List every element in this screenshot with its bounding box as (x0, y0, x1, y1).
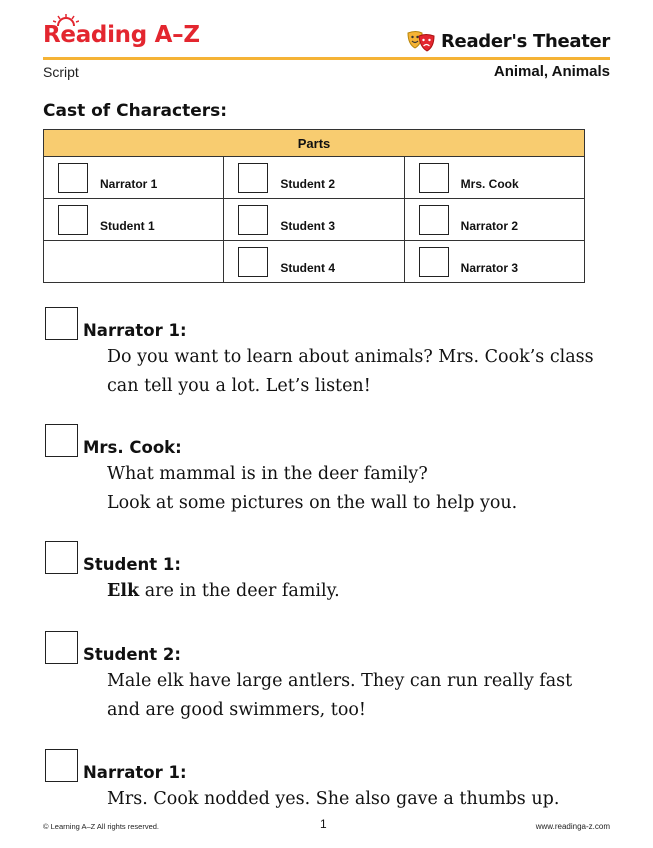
script-line (45, 424, 182, 457)
part-label: Student 4 (280, 260, 335, 275)
dialog-fragment: are in the deer family. (139, 581, 340, 601)
dialog-line: What mammal is in the deer family? (107, 464, 428, 484)
script-line (45, 749, 187, 782)
bold-word: Elk (107, 581, 140, 601)
dialog-line: Male elk have large antlers. They can run really fast (107, 671, 573, 691)
speaker-name: Student 2: (83, 645, 181, 664)
parts-header: Parts (44, 130, 585, 157)
part-label: Mrs. Cook (460, 176, 519, 191)
part-checkbox[interactable] (58, 205, 88, 235)
dialog-text (107, 785, 607, 814)
part-checkbox[interactable] (58, 163, 88, 193)
script-line (45, 307, 187, 340)
line-checkbox[interactable] (45, 307, 78, 340)
table-row (44, 199, 585, 241)
script-line (45, 541, 181, 574)
part-label: Narrator 2 (460, 218, 519, 233)
dialog-line: can tell you a lot. Let’s listen! (107, 376, 371, 396)
header-rule (43, 57, 610, 60)
dialog-line: and are good swimmers, too! (107, 700, 366, 720)
part-label: Narrator 1 (100, 176, 158, 191)
speaker-name: Narrator 1: (83, 763, 187, 782)
dialog-text (107, 577, 607, 606)
script-line (45, 631, 181, 664)
part-checkbox[interactable] (238, 205, 268, 235)
cast-title: Cast of Characters: (43, 101, 228, 121)
dialog-text (107, 343, 607, 401)
table-row (44, 157, 585, 199)
speaker-name: Narrator 1: (83, 321, 187, 340)
line-checkbox[interactable] (45, 749, 78, 782)
sun-icon (53, 14, 79, 26)
dialog-line: Look at some pictures on the wall to help you. (107, 493, 518, 513)
story-title: Animal, Animals (493, 63, 610, 80)
theater-masks-icon (406, 30, 436, 52)
dialog-text (107, 460, 607, 518)
part-checkbox[interactable] (238, 247, 268, 277)
doc-type: Script (43, 64, 79, 80)
page-number: 1 (320, 817, 327, 831)
dialog-line (107, 577, 607, 606)
part-label: Narrator 3 (460, 260, 519, 275)
line-checkbox[interactable] (45, 631, 78, 664)
dialog-text (107, 667, 607, 725)
table-row (44, 241, 585, 283)
logo-text: Reading A–Z (43, 22, 200, 48)
dialog-line: Do you want to learn about animals? Mrs. Cook’s class (107, 347, 594, 367)
dialog-line: Mrs. Cook nodded yes. She also gave a thumbs up. (107, 789, 560, 809)
part-label: Student 3 (280, 218, 335, 233)
part-checkbox[interactable] (419, 163, 449, 193)
parts-table (43, 129, 585, 283)
part-checkbox[interactable] (419, 247, 449, 277)
empty-cell (44, 241, 224, 283)
part-checkbox[interactable] (238, 163, 268, 193)
copyright: © Learning A–Z All rights reserved. (43, 822, 160, 831)
line-checkbox[interactable] (45, 541, 78, 574)
part-checkbox[interactable] (419, 205, 449, 235)
line-checkbox[interactable] (45, 424, 78, 457)
speaker-name: Mrs. Cook: (83, 438, 182, 457)
part-label: Student 1 (100, 218, 155, 233)
website-link[interactable]: www.readinga-z.com (535, 822, 610, 831)
series-title: Reader's Theater (440, 30, 610, 52)
reading-az-logo (43, 22, 200, 48)
speaker-name: Student 1: (83, 555, 181, 574)
part-label: Student 2 (280, 176, 335, 191)
readers-theater-brand (406, 30, 610, 52)
